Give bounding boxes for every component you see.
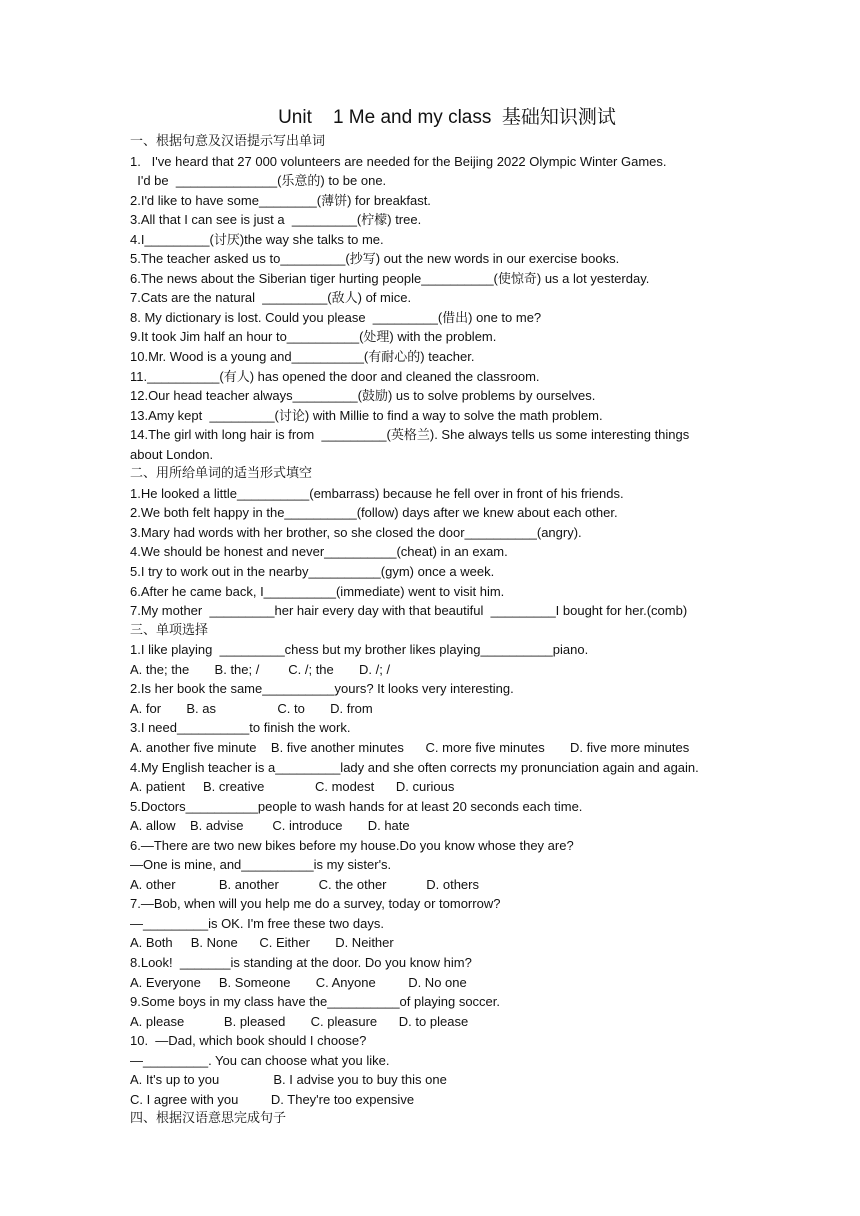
question-line: A. Both B. None C. Either D. Neither <box>130 935 394 951</box>
question-line: 4.We should be honest and never__________(cheat) in an exam. <box>130 544 508 560</box>
question-line: 3.All that I can see is just a _________(柠檬) tree. <box>130 212 422 228</box>
question-line: A. another five minute B. five another minutes C. more five minutes D. five more minutes <box>130 739 690 755</box>
question-line: A. Everyone B. Someone C. Anyone D. No one <box>130 974 467 990</box>
question-line: 12.Our head teacher always_________(鼓励) us to solve problems by ourselves. <box>130 388 596 404</box>
question-line: 10.Mr. Wood is a young and__________(有耐心的) teacher. <box>130 349 475 365</box>
question-line: 6.After he came back, I__________(immediate) went to visit him. <box>130 583 505 599</box>
question-line: 10. —Dad, which book should I choose? <box>130 1033 367 1049</box>
question-line: A. for B. as C. to D. from <box>130 700 373 716</box>
question-line: 5.Doctors__________people to wash hands for at least 20 seconds each time. <box>130 798 583 814</box>
question-line: 4.I_________(讨厌)the way she talks to me. <box>130 231 384 247</box>
worksheet-page <box>130 104 740 1129</box>
question-line: 5.The teacher asked us to_________(抄写) out the new words in our exercise books. <box>130 251 620 267</box>
section-heading: 三、单项选择 <box>130 622 209 638</box>
question-line: A. allow B. advise C. introduce D. hate <box>130 818 410 834</box>
question-line: 1. I've heard that 27 000 volunteers are needed for the Beijing 2022 Olympic Winter Games. <box>130 153 667 169</box>
question-line: A. patient B. creative C. modest D. curious <box>130 779 455 795</box>
question-line: A. It's up to you B. I advise you to buy this one <box>130 1072 447 1088</box>
question-line: 3.Mary had words with her brother, so she closed the door__________(angry). <box>130 524 582 540</box>
question-line: 7.My mother _________her hair every day with that beautiful _________I bought for her.(comb) <box>130 603 688 619</box>
question-line: C. I agree with you D. They're too expensive <box>130 1091 415 1107</box>
question-line: 11.__________(有人) has opened the door and cleaned the classroom. <box>130 368 540 384</box>
question-line: 9.It took Jim half an hour to__________(处理) with the problem. <box>130 329 497 345</box>
question-line: 3.I need__________to finish the work. <box>130 720 351 736</box>
question-line: 8. My dictionary is lost. Could you please _________(借出) one to me? <box>130 309 542 325</box>
worksheet-body <box>130 132 740 1129</box>
question-line: 4.My English teacher is a_________lady and she often corrects my pronunciation again and again. <box>130 759 699 775</box>
question-line: 1.He looked a little__________(embarrass) because he fell over in front of his friends. <box>130 485 624 501</box>
question-line: 9.Some boys in my class have the__________of playing soccer. <box>130 994 501 1010</box>
section-heading: 一、根据句意及汉语提示写出单词 <box>130 134 326 149</box>
question-line: A. please B. pleased C. pleasure D. to please <box>130 1013 469 1029</box>
question-line: 2.Is her book the same__________yours? It looks very interesting. <box>130 681 514 697</box>
question-line: 2.I'd like to have some________(薄饼) for breakfast. <box>130 192 431 208</box>
question-line: 7.Cats are the natural _________(敌人) of mice. <box>130 290 412 306</box>
question-line: 13.Amy kept _________(讨论) with Millie to find a way to solve the math problem. <box>130 407 603 423</box>
question-line: 1.I like playing _________chess but my brother likes playing__________piano. <box>130 642 589 658</box>
question-line: —One is mine, and__________is my sister's. <box>130 857 392 873</box>
question-line: 8.Look! _______is standing at the door. Do you know him? <box>130 954 472 970</box>
question-line: about London. <box>130 446 214 462</box>
question-line: 2.We both felt happy in the__________(follow) days after we knew about each other. <box>130 505 618 521</box>
question-line: —_________. You can choose what you like. <box>130 1052 390 1068</box>
question-line: 14.The girl with long hair is from _________(英格兰). She always tells us some interesting things <box>130 427 690 443</box>
question-line: 6.—There are two new bikes before my house.Do you know whose they are? <box>130 837 574 853</box>
question-line: 5.I try to work out in the nearby__________(gym) once a week. <box>130 564 495 580</box>
question-line: —_________is OK. I'm free these two days. <box>130 915 384 931</box>
question-line: I'd be ______________(乐意的) to be one. <box>130 173 387 189</box>
question-line: 7.—Bob, when will you help me do a survey, today or tomorrow? <box>130 896 501 912</box>
section-heading: 二、用所给单词的适当形式填空 <box>130 466 313 482</box>
page-title: Unit 1 Me and my class 基础知识测试 <box>278 107 616 128</box>
question-line: A. other B. another C. the other D. others <box>130 876 479 892</box>
question-line: 6.The news about the Siberian tiger hurting people__________(使惊奇) us a lot yesterday. <box>130 270 650 286</box>
question-line: A. the; the B. the; / C. /; the D. /; / <box>130 661 391 677</box>
section-heading: 四、根据汉语意思完成句子 <box>130 1111 287 1127</box>
